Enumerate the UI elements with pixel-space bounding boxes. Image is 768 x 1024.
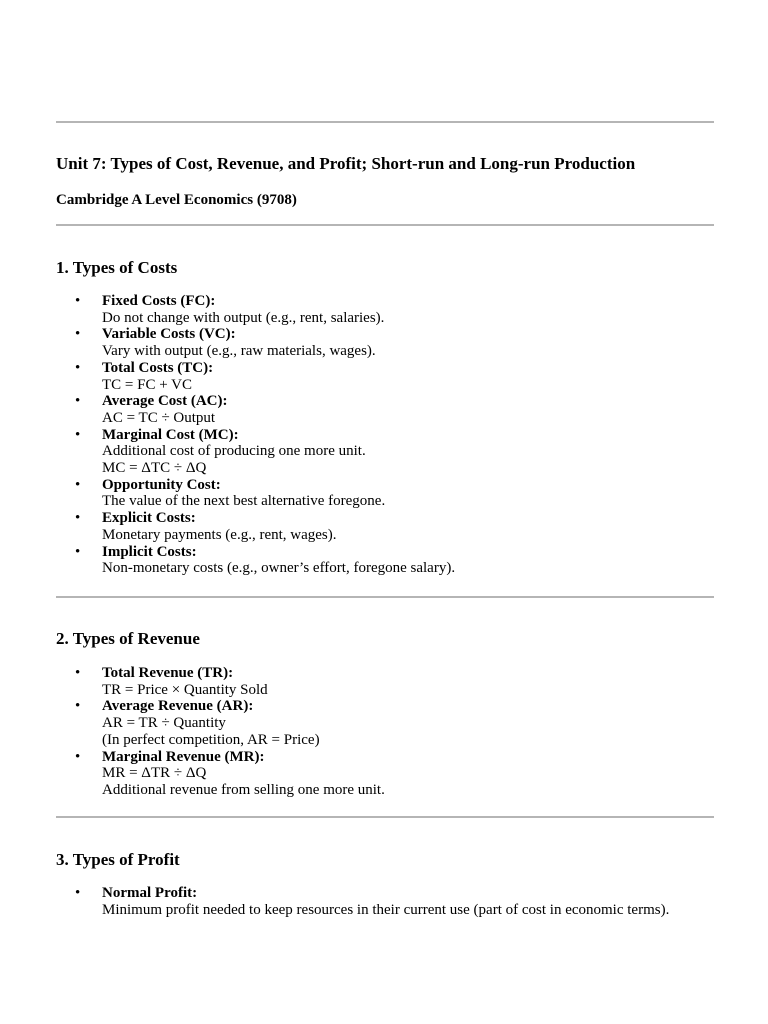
item-term: Average Revenue (AR): [102, 698, 254, 715]
list-item [56, 885, 714, 918]
list-item [56, 665, 714, 698]
item-term: Total Costs (TC): [102, 359, 214, 376]
list-item [56, 477, 714, 510]
item-description: Monetary payments (e.g., rent, wages). [102, 526, 337, 543]
section-types-of-profit [56, 849, 714, 918]
list-item [56, 293, 714, 326]
bullet-icon: • [75, 885, 81, 901]
bullet-icon: • [75, 293, 81, 309]
bullet-icon: • [75, 426, 81, 443]
revenue-list [56, 665, 714, 799]
item-description: Do not change with output (e.g., rent, salaries). [102, 309, 385, 326]
item-formula: MR = ΔTR ÷ ΔQ [102, 765, 207, 782]
document-title: Unit 7: Types of Cost, Revenue, and Profit; Short-run and Long-run Production [56, 154, 636, 173]
list-item [56, 326, 714, 359]
list-item [56, 360, 714, 393]
bullet-icon: • [75, 476, 81, 493]
bullet-icon: • [75, 326, 81, 343]
item-description: Additional cost of producing one more unit. [102, 443, 366, 460]
item-note: (In perfect competition, AR = Price) [102, 731, 320, 748]
item-term: Normal Profit: [102, 885, 198, 901]
section-divider [56, 596, 714, 598]
bullet-icon: • [75, 748, 81, 765]
section-heading: 2. Types of Revenue [56, 629, 200, 648]
list-item [56, 698, 714, 748]
list-item [56, 393, 714, 426]
bullet-icon: • [75, 698, 81, 715]
item-term: Fixed Costs (FC): [102, 293, 216, 309]
item-term: Implicit Costs: [102, 543, 197, 560]
section-heading: 1. Types of Costs [56, 258, 178, 277]
item-formula: MC = ΔTC ÷ ΔQ [102, 460, 207, 477]
section-types-of-costs [56, 257, 714, 577]
item-formula: AC = TC ÷ Output [102, 409, 216, 426]
item-term: Opportunity Cost: [102, 476, 221, 493]
bullet-icon: • [75, 393, 81, 410]
section-divider [56, 816, 714, 818]
item-description: The value of the next best alternative foregone. [102, 493, 386, 510]
section-heading: 3. Types of Profit [56, 850, 180, 869]
bullet-icon: • [75, 665, 81, 681]
item-term: Marginal Revenue (MR): [102, 748, 265, 765]
item-description: Vary with output (e.g., raw materials, wages). [102, 343, 376, 360]
list-item [56, 544, 714, 577]
bullet-icon: • [75, 510, 81, 527]
item-term: Explicit Costs: [102, 510, 196, 527]
list-item [56, 510, 714, 543]
item-formula: TR = Price × Quantity Sold [102, 681, 268, 698]
list-item [56, 749, 714, 799]
item-description: Non-monetary costs (e.g., owner’s effort, foregone salary). [102, 560, 456, 577]
item-term: Total Revenue (TR): [102, 665, 234, 681]
top-divider [56, 121, 714, 123]
section-types-of-revenue [56, 628, 714, 799]
header-divider [56, 224, 714, 226]
item-term: Marginal Cost (MC): [102, 426, 239, 443]
item-term: Variable Costs (VC): [102, 326, 236, 343]
list-item [56, 427, 714, 477]
item-description: Minimum profit needed to keep resources in their current use (part of cost in economic terms). [102, 901, 670, 918]
item-formula: AR = TR ÷ Quantity [102, 715, 226, 732]
bullet-icon: • [75, 359, 81, 376]
item-term: Average Cost (AC): [102, 393, 228, 410]
bullet-icon: • [75, 543, 81, 560]
profit-list [56, 885, 714, 918]
document-subtitle: Cambridge A Level Economics (9708) [56, 192, 297, 208]
costs-list [56, 293, 714, 577]
item-description: Additional revenue from selling one more unit. [102, 781, 385, 798]
item-formula: TC = FC + VC [102, 376, 192, 393]
